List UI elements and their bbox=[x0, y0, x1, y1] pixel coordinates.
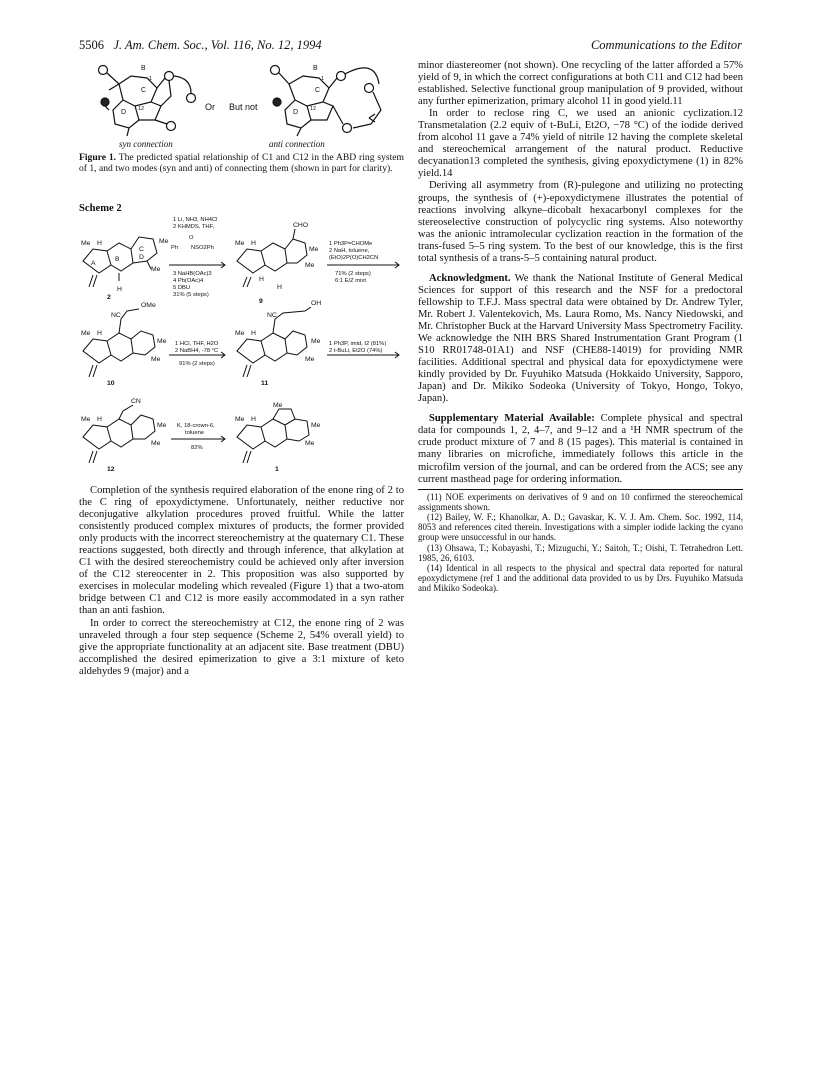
step4-r2: 2 t-BuLi, Et2O (74%) bbox=[329, 348, 383, 354]
cmpd1-me2: Me bbox=[311, 422, 321, 429]
step2-r4: 71% (2 steps) bbox=[335, 271, 371, 277]
cmpd11-me3: Me bbox=[305, 356, 315, 363]
header-left bbox=[79, 38, 322, 53]
cmpd2-ring-d: D bbox=[139, 254, 144, 261]
cmpd11-number: 11 bbox=[261, 380, 269, 387]
scheme-2-title: Scheme 2 bbox=[79, 203, 122, 214]
step1-r3: 3 NaHB(OAc)3 bbox=[173, 271, 212, 277]
cmpd10-number: 10 bbox=[107, 380, 115, 387]
cmpd10-nc: NC bbox=[111, 312, 121, 319]
reference-11: (11) NOE experiments on derivatives of 9 and on 10 confirmed the stereochemical assignments shown. bbox=[418, 491, 743, 512]
step2-r3: (EtO)2P(O)CH2CN bbox=[329, 255, 379, 261]
figure-1-caption-text: The predicted spatial relationship of C1 and C12 in the ABD ring system of 1, and two modes (syn and anti) of connecting them (shown in part for clarity). bbox=[79, 152, 404, 174]
step2-r1: 1 Ph3P=CHOMe bbox=[329, 241, 373, 247]
step5-r3: 82% bbox=[191, 445, 203, 451]
cmpd2-number: 2 bbox=[107, 294, 111, 301]
cmpd12-me2: Me bbox=[157, 422, 167, 429]
cmpd9-h3: H bbox=[277, 284, 282, 291]
fig-or-label: Or bbox=[205, 102, 215, 112]
left-paragraph-2: In order to correct the stereochemistry at C12, the enone ring of 2 was unraveled through a four step sequence (Scheme 2, 54% overall yield) to give the appropriate functionality at an adjacent site. Base treatment (DBU) accomplished the desired epimerization to give a 3:1 mixture of keto aldehydes 9 (major) and a bbox=[79, 617, 404, 677]
step1-o: O bbox=[189, 235, 194, 241]
right-paragraph-1: minor diastereomer (not shown). One recycling of the latter afforded a 57% yield of 9, in which the correct configurations at both C11 and C12 had been established. Selective functional group manipulation of 9 provided, without any further epimerization, primary alcohol 11 in good yield.11 bbox=[418, 60, 743, 108]
acknowledgment-head: Acknowledgment. bbox=[429, 272, 511, 284]
scheme-2 bbox=[79, 215, 409, 475]
cmpd1-number: 1 bbox=[275, 466, 279, 473]
cmpd10-me3: Me bbox=[151, 356, 161, 363]
cmpd11-me2: Me bbox=[311, 338, 321, 345]
cmpd2-ring-c: C bbox=[139, 246, 144, 253]
cmpd2-h: H bbox=[97, 240, 102, 247]
cmpd12-me3: Me bbox=[151, 440, 161, 447]
cmpd9-h2: H bbox=[259, 276, 264, 283]
scheme-2-drawing bbox=[79, 215, 409, 475]
supplementary-material bbox=[418, 413, 743, 485]
cmpd9-number: 9 bbox=[259, 298, 263, 305]
cmpd9-me2: Me bbox=[309, 246, 319, 253]
fig-ring-c-left: C bbox=[141, 87, 147, 94]
cmpd11-me: Me bbox=[235, 330, 245, 337]
syn-connection-label: syn connection bbox=[119, 139, 173, 149]
supplementary-head: Supplementary Material Available: bbox=[429, 413, 595, 425]
cmpd1-me: Me bbox=[235, 416, 245, 423]
figure-1-caption-head: Figure 1. bbox=[79, 152, 117, 163]
cmpd10-me2: Me bbox=[157, 338, 167, 345]
fig-ring-c-right: C bbox=[315, 87, 321, 94]
step1-r2: 2 KHMDS, THF, bbox=[173, 224, 215, 230]
step1-r6: 31% (5 steps) bbox=[173, 292, 209, 298]
fig-butnot-label: But not bbox=[229, 102, 258, 112]
fig-pos12-right: 12 bbox=[310, 106, 317, 112]
journal-volume: Vol. 116, No. 12, 1994 bbox=[210, 38, 322, 52]
cmpd12-number: 12 bbox=[107, 466, 115, 473]
cmpd11-h: H bbox=[251, 330, 256, 337]
cmpd2-ring-a: A bbox=[91, 260, 96, 267]
step5-r2: toluene bbox=[185, 430, 205, 436]
page-number: 5506 bbox=[79, 38, 104, 52]
fig-pos1-right: 1 bbox=[321, 76, 325, 82]
fig-ring-b-right: B bbox=[313, 65, 318, 72]
figure-1-drawing bbox=[79, 58, 404, 140]
step3-r3: 91% (2 steps) bbox=[179, 361, 215, 367]
cmpd11-nc: NC bbox=[267, 312, 277, 319]
cmpd12-h: H bbox=[97, 416, 102, 423]
reference-12: (12) Bailey, W. F.; Khanolkar, A. D.; Gavaskar, K. V. J. Am. Chem. Soc. 1992, 114, 8053 and references cited therein. Investigations with a simpler iodide lacking the cyano group were unsuccessful in our hands. bbox=[418, 512, 743, 543]
cmpd2-me3: Me bbox=[151, 266, 161, 273]
cmpd10-h: H bbox=[97, 330, 102, 337]
right-paragraph-2: In order to reclose ring C, we used an anionic cyclization.12 Transmetalation (2.2 equiv of t-BuLi, Et2O, −78 °C) of the iodide derived from alcohol 11 gave a 74% yield of nitrile 12 having the complete skeletal and stereochemical arrangement of the natural product. Reductive decyanation13 completed the synthesis, giving epoxydictymene (1) in 82% yield.14 bbox=[418, 108, 743, 180]
cmpd2-h2: H bbox=[117, 286, 122, 293]
reference-13: (13) Ohsawa, T.; Kobayashi, T.; Mizuguchi, Y.; Saitoh, T.; Oishi, T. Tetrahedron Lett. 1985, 26, 6103. bbox=[418, 542, 743, 563]
supplementary-text: Complete physical and spectral data for compounds 1, 2, 4–7, and 9–12 and a ¹H NMR spectrum of the crude product mixture of 7 and 8 (15 pages). This material is contained in many libraries on microfiche, immediately follows this article in the microfilm version of the journal, and can be ordered from the ACS; see any current masthead page for ordering information. bbox=[418, 413, 743, 485]
figure-1-caption bbox=[79, 152, 404, 174]
cmpd12-cn: CN bbox=[131, 398, 141, 405]
references-divider bbox=[418, 489, 743, 490]
fig-ring-d-right: D bbox=[293, 109, 299, 116]
fig-pos12-left: 12 bbox=[138, 106, 145, 112]
fig-ring-d-left: D bbox=[121, 109, 127, 116]
cmpd9-h: H bbox=[251, 240, 256, 247]
cmpd2-me: Me bbox=[81, 240, 91, 247]
step1-r1: 1 Li, NH3, NH4Cl bbox=[173, 217, 218, 223]
cmpd11-oh: OH bbox=[311, 300, 322, 307]
cmpd9-me3: Me bbox=[305, 262, 315, 269]
cmpd9-me: Me bbox=[235, 240, 245, 247]
page-header bbox=[79, 38, 742, 56]
step4-r1: 1 Ph3P, imid, I2 (81%) bbox=[329, 341, 387, 347]
acknowledgment bbox=[418, 273, 743, 406]
cmpd2-ring-b: B bbox=[115, 256, 120, 263]
step1-ph: Ph bbox=[171, 245, 179, 251]
cmpd2-me2: Me bbox=[159, 238, 169, 245]
left-paragraph-1: Completion of the synthesis required elaboration of the enone ring of 2 to the C ring of epoxydictymene. Unfortunately, neither reductive nor deconjugative alkylation procedures proved fruitful. While the latter consistently produced complex mixtures of products, the former provided only products with the incorrect stereochemistry at the quaternary C1. These reactions suggested, both directly and through inference, that alkylation at C1 with the desired stereochemistry could be achieved only after inversion of the C12 stereocenter in 2. This proposition was also supported by exercises in molecular modeling which revealed (Figure 1) that a two-atom bridge between C1 and C12 is more easily accommodated in a syn rather than an anti fashion. bbox=[79, 485, 404, 617]
step1-r4: 4 Pb(OAc)4 bbox=[173, 278, 204, 284]
right-paragraph-3: Deriving all asymmetry from (R)-pulegone and utilizing no protecting groups, the synthesis of (+)-epoxydictymene illustrates the potential of reactions involving alkyne–dicobalt hexacarbonyl complexes for the stereoselective construction of polycyclic ring systems. Also noteworthy was the anionic intramolecular cyclization reaction in the formation of the trans-fused 5–5 ring system. To the best of our knowledge, this is the first total synthesis of a trans-5–5 containing natural product. bbox=[418, 180, 743, 264]
cmpd9-cho: CHO bbox=[293, 222, 309, 229]
cmpd1-me-top: Me bbox=[273, 402, 283, 409]
fig-pos1-left: 1 bbox=[149, 76, 153, 82]
section-title: Communications to the Editor bbox=[590, 38, 742, 52]
right-column-text bbox=[418, 60, 743, 594]
step2-r5: 6:1 E/Z mixt bbox=[335, 278, 366, 284]
acknowledgment-text: We thank the National Institute of General Medical Sciences for support of this research and the NSF for a predoctoral fellowship to T.F.J. Mass spectral data were obtained by Dr. Andrew Tyler, Mr. Robert J. Valentekovich, Ms. Laura Romo, Ms. Nancy Niedowski, and Mr. Christopher Buck at the Harvard University Mass Spectrometry Facility. We acknowledge the NIH BRS Shared Instrumentation Grant Program (1 S10 RR01748-01A1) and NSF (CHE88-14019) for providing NMR facilities. Additional spectral and physical data for epoxydictymene were kindly provided by Dr. Fuyuhiko Matsuda (Hokkaido University, Sapporo, Japan) and Dr. Mikiko Sodeoka (University of Tokyo, Hongo, Tokyo, Japan). bbox=[418, 272, 744, 405]
step1-nso2ph: NSO2Ph bbox=[191, 245, 214, 251]
cmpd1-h: H bbox=[251, 416, 256, 423]
cmpd1-me3: Me bbox=[305, 440, 315, 447]
reference-14: (14) Identical in all respects to the physical and spectral data reported for natural epoxydictymene (ref 1 and the additional data provided to us by Drs. Fuyuhiko Matsuda and Mikiko Sodeoka). bbox=[418, 563, 743, 594]
step1-r5: 5 DBU bbox=[173, 285, 191, 291]
journal-name: J. Am. Chem. Soc., bbox=[113, 38, 208, 52]
left-column-text bbox=[79, 485, 404, 678]
anti-connection-label: anti connection bbox=[269, 139, 325, 149]
step5-r1: K, 18-crown-6, bbox=[177, 423, 215, 429]
step3-r1: 1 HCl, THF, H2O bbox=[175, 341, 219, 347]
fig-ring-b-left: B bbox=[141, 65, 146, 72]
cmpd10-ome: OMe bbox=[141, 302, 156, 309]
step2-r2: 2 NaH, toluene, bbox=[329, 248, 370, 254]
cmpd12-me: Me bbox=[81, 416, 91, 423]
cmpd10-me: Me bbox=[81, 330, 91, 337]
step3-r2: 2 NaBH4, -78 °C bbox=[175, 348, 219, 354]
